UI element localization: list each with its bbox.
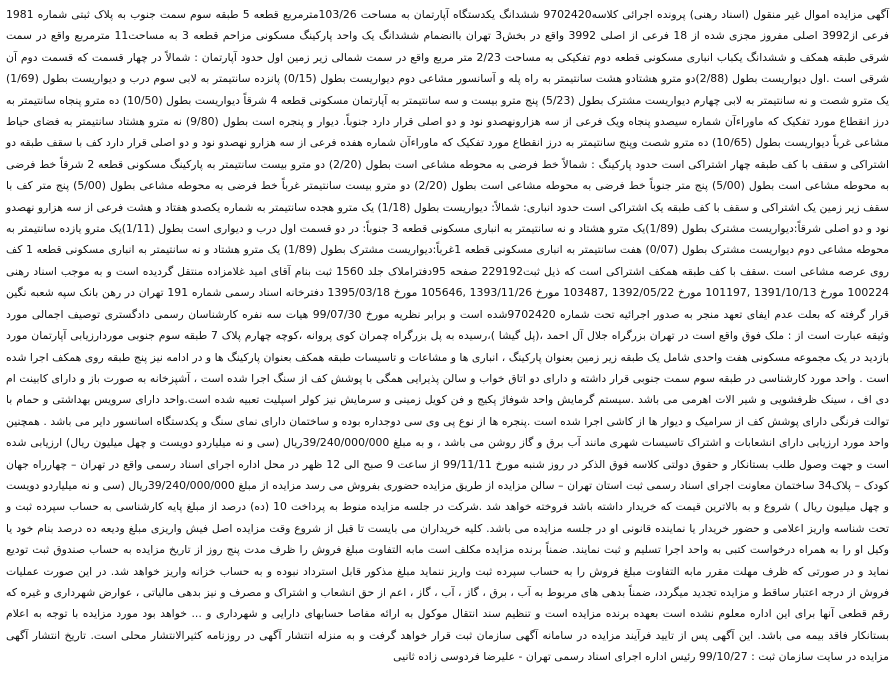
auction-notice-text: آگهی مزایده اموال غیر منقول (اسناد رهنی) پرونده اجرائی کلاسه9702420 ششدانگ یکدستگاه آپارتمان به مساحت 103/26مترمربع قطعه 5 طبقه سوم سمت جنوب به پلاک ثبتی شماره 1981 فرعی از3992 اصلی مفروز مجزی شده از 18 فرعی از اصلی 3992 واقع در بخش3 تهران باانضمام ششدانگ یک واحد پارکینگ مسکونی مزاحم قطعه 3 به مساحت11 مترمربع واقع در سمت شرقی طبقه همکف و ششدانگ یکباب انباری مسکونی قطعه دوم تفکیکی به مساحت 2/23 متر مربع واقع در سمت شمالی زیر زمین اول حدود آپارتمان : شمالاً در چهار قسمت که قسمت دوم آن شرقی است .اول دیواریست بطول (2/88)دو مترو هشتادو هشت سانتیمتر به راه پله و آسانسور مشاعی دوم دیواریست بطول (0/15) پانزده سانتیمتر به لابی سوم درب و دیواریست بطول (1/69) یک مترو شصت و نه سانتیمتر به لابی چهارم دیواریست مشترک بطول (5/23) پنج مترو بیست و سه سانتیمتر به آپارتمان مسکونی قطعه 4 شرقاً دیواریست بطول (10/50) ده مترو پنجاه سانتیمتر به درز انقطاع مورد تفکیک که ماوراءآن شماره سیصدو پنجاه ویک فرعی از سه هزارونهصدو نود و دو اصلی قرار دارد جنوباً. دیوار و پنجره است بطول (9/80) نه مترو هشتاد سانتیمتر به فضای حیاط مشاعی غرباً دیواریست بطول (10/65) ده مترو شصت وپنج سانتیمتر به درز انقطاع مورد تفکیک که ماوراءآن شماره هفده فرعی از سه هزارو نهصدو نود و دو اصلی قرار دارد کف با سقف طبقه دو اشتراکی و سقف با کف طبقه چهار اشتراکی است حدود پارکینگ : شمالاً خط فرضی به محوطه مشاعی است بطول (2/20) دو مترو بیست سانتیمتر به پارکینگ مسکونی قطعه 2 شرقاً خط فرضی به محوطه مشاعی است بطول (5/00) پنج متر جنوباً خط فرضی به محوطه مشاعی است بطول (2/20) دو مترو بیست سانتیمتر غرباً خط فرضی به محوطه مشاعی بطول (5/00) پنج متر کف با سقف زیر زمین یک اشتراکی و سقف با کف طبقه یک اشتراکی است حدود انباری: شمالاً: دیواریست بطول (1/18) یک مترو هجده سانتیمتر به شماره یکصدو هفتاد و هشت فرعی از سه هزارو نهصدو نود و دو اصلی شرقاً:دیواریست مشترک بطول (1/89)یک مترو هشتاد و نه سانتیمتر به انباری مسکونی قطعه 3 جنوباً: در دو قسمت اول درب و دیواری است بطول (1/11)یک مترو یازده سانتیمتر به محوطه مشاعی دوم دیواریست مشترک بطول (0/07) هفت سانتیمتر به انباری مسکونی قطعه 1غرباً:دیواریست مشترک بطول (1/89) یک مترو هشتاد و نه سانتیمتر به انباری مسکونی قطعه 1 کف روی عرصه مشاعی است .سقف با کف طبقه همکف اشتراکی است که ذیل ثبت229192 صفحه 95دفتراملاک جلد 1560 ثبت بنام آقای امید غلامزاده منتقل گردیده است و به موجب اسناد رهنی 100224 مورخ 1391/10/13 ,101197 مورخ 1392/05/22 ,103487 مورخ 1393/11/26 ,105646 مورخ 1395/03/18 دفترخانه اسناد رسمی شماره 191 تهران در رهن بانک سپه شعبه نگین قرار گرفته که بعلت عدم ایفای تعهد منجر به صدور اجرائیه تحت شماره 9702420شده است و برابر نظریه مورخ 99/07/30 هیات سه نفره کارشناسان رسمی دادگستری توصیف اجمالی مورد وثیقه عبارت است از : ملک فوق واقع است در تهران بزرگراه جلال آل احمد ،(پل گیشا )،رسیده به پل بزرگراه چمران کوی پروانه ،کوچه چهارم پلاک 7 طبقه سوم جنوبی موردارزیابی آپارتمان مورد بازدید در یک مجموعه مسکونی هفت واحدی شامل یک طبقه زیر زمین بعنوان پارکینگ ، انباری ها و مشاعات و تاسیسات طبقه همکف بعنوان پارکینگ ها و در ادامه نیز پنج طبقه روی همکف اجرا شده است . واحد مورد کارشناسی در طبقه سوم سمت جنوبی قرار داشته و دارای دو اتاق خواب و سالن پذیرایی همگی با پوشش کف از سنگ اجرا شده است ، آشپزخانه به صورت باز و دارای کابینت ام دی اف ، سینک ظرفشویی و شیر الات اهرمی می باشد .سیستم گرمایش واحد شوفاژ پکیج و فن کویل زمینی و سرمایش نیز کولر اسپلیت تعبیه شده است.واحد دارای سرویس بهداشتی و حمام با توالت فرنگی دارای پوشش کف از سرامیک و دیوار ها از کاشی اجرا شده است .پنجره ها از نوع پی وی سی دوجداره بوده و ساختمان دارای نمای سنگ و یکدستگاه اسانسور دایر می باشد . همچنین واحد مورد ارزیابی دارای انشعابات و اشتراک تاسیسات شهری مانند آب برق و گاز روشن می باشد ، و به مبلغ 39/240/000/000ریال (سی و نه میلیاردو دویست و چهل میلیون ریال) ارزیابی شده است و جهت وصول طلب بستانکار و حقوق دولتی کلاسه فوق الذکر در روز شنبه مورخ 99/11/11 از ساعت 9 صبح الی 12 ظهر در محل اداره اجرای اسناد رسمی واقع در تهران – چهارراه جهان کودک – پلاک34 ساختمان معاونت اجرای اسناد رسمی ثبت استان تهران – سالن مزایده از طریق مزایده حضوری بفروش می رسد مزایده از مبلغ 39/240/000/000ریال (سی و نه میلیاردو دویست و چهل میلیون ریال ) شروع و به بالاترین قیمت که خریدار داشته باشد فروخته خواهد شد .شرکت در جلسه مزایده منوط به پرداخت 10 (ده) درصد از مبلغ پایه کارشناسی به حساب سپرده ثبت و تحت شناسه واریز اعلامی و حضور خریدار یا نماینده قانونی او در جلسه مزایده می باشد. کلیه خریداران می بایست تا قبل از شروع وقت مزایده اصل فیش واریزی مبلغ ودیعه ده درصد بنام خود یا وکیل او را به همراه درخواست کتبی به واحد اجرا تسلیم و ثبت نمایند. ضمناً برنده مزایده مکلف است مابه التفاوت مبلغ فروش را ظرف مدت پنج روز از تاریخ مزایده به حساب صندوق ثبت تودیع نماید و در صورتی که ظرف مهلت مقرر مابه التفاوت مبلغ فروش را به حساب سپرده ثبت واریز ننماید مبلغ مذکور قابل استرداد نبوده و به حساب خزانه واریز خواهد شد. در این صورت عملیات فروش از درجه اعتبار ساقط و مزایده تجدید میگردد، ضمناً بدهی های مربوط به آب ، برق ، گاز ، آب ، گاز ، اعم از حق انشعاب و اشتراک و مصرف و نیز بدهی مالیاتی ، عوارض شهرداری و غیره که رقم قطعی آنها برای این اداره معلوم نشده است بعهده برنده مزایده است و تنظیم سند انتقال موکول به ارائه مفاصا حسابهای دارایی و شهرداری و ... خواهد بود مورد مزایده با توجه به اعلام بستانکار فاقد بیمه می باشد. این آگهی پس از تایید فرآیند مزایده در سامانه آگهی سازمان ثبت قرار خواهد گرفت و به منزله انتشار آگهی در روزنامه کثیرالانتشار محلی است. تاریخ انتشار آگهی مزایده در سایت سازمان ثبت : 99/10/27 رئیس اداره اجرای اسناد رسمی تهران - علیرضا فردوسی زاده ثانیی (6, 8, 890, 664)
